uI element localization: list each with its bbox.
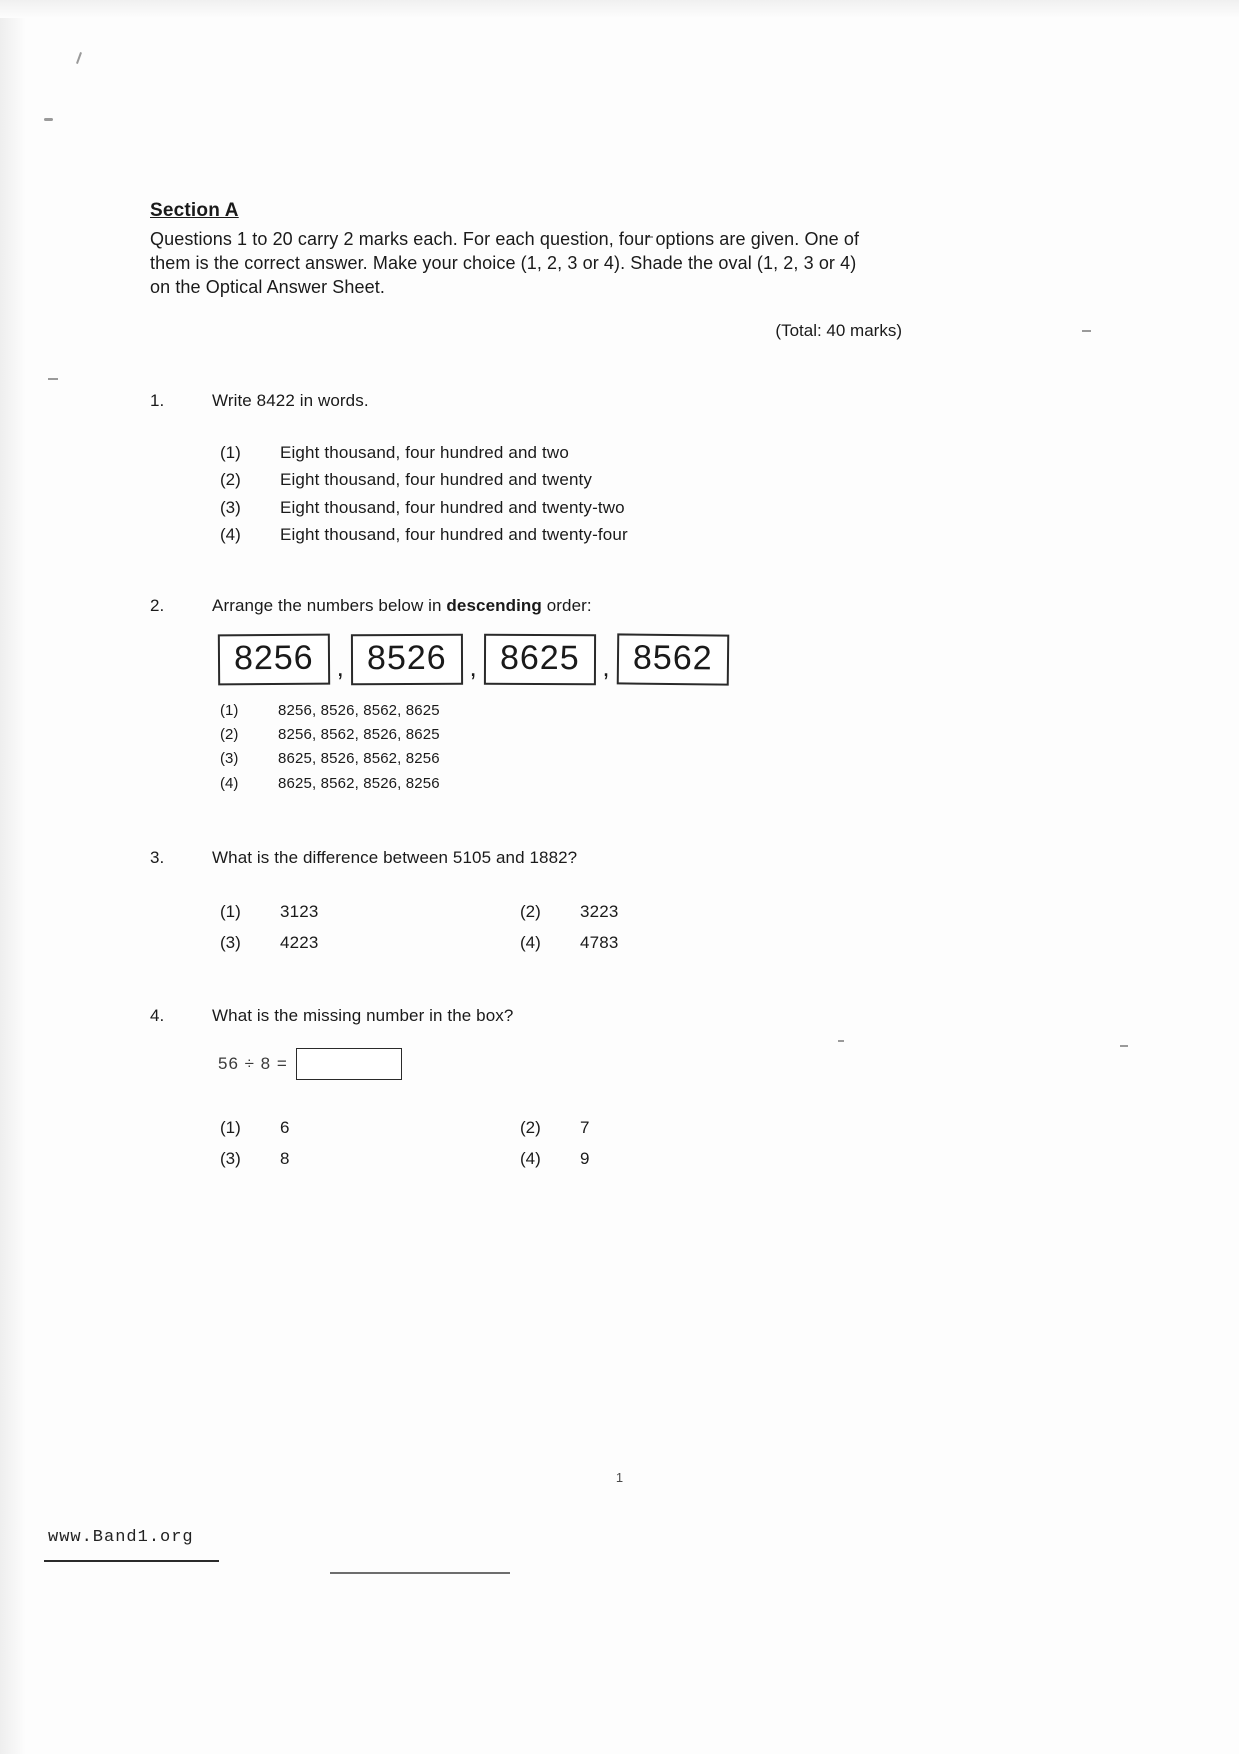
option-row[interactable] [220, 439, 910, 466]
option-label: (4) [220, 774, 239, 792]
footer-line-secondary [330, 1572, 510, 1574]
number-box-4: 8562 [616, 633, 728, 685]
question-4-options [220, 1114, 910, 1172]
option-row[interactable] [220, 521, 910, 548]
question-2-text-emphasis: descending [446, 596, 542, 615]
number-box-3: 8625 [484, 634, 596, 685]
number-boxes [218, 634, 910, 685]
footer-underline [44, 1560, 219, 1562]
option-row[interactable] [220, 494, 910, 521]
option-label: (2) [520, 1118, 541, 1138]
number-box-2: 8526 [351, 634, 463, 685]
question-2-number: 2. [150, 596, 165, 615]
question-3 [150, 848, 910, 956]
option-text: Eight thousand, four hundred and twenty-four [280, 524, 628, 544]
question-4-number: 4. [150, 1006, 165, 1026]
option-row[interactable] [220, 1145, 520, 1172]
option-row[interactable] [220, 929, 520, 956]
option-text: 8256, 8526, 8562, 8625 [278, 701, 440, 719]
option-label: (2) [220, 726, 239, 744]
option-text: 7 [580, 1118, 590, 1138]
box-separator: , [602, 651, 610, 682]
scan-speck [48, 378, 58, 380]
option-text: 8 [280, 1149, 290, 1169]
box-separator: , [469, 651, 477, 682]
question-3-header [150, 848, 910, 868]
footer-url: www.Band1.org [48, 1528, 194, 1547]
number-box-1: 8256 [218, 634, 330, 685]
question-1-options [220, 439, 910, 548]
option-text: 6 [280, 1118, 290, 1138]
option-row[interactable] [220, 1114, 520, 1141]
option-row[interactable] [220, 466, 910, 493]
option-text: Eight thousand, four hundred and two [280, 443, 569, 463]
scan-speck [76, 52, 82, 64]
question-1-text: Write 8422 in words. [212, 391, 369, 411]
option-label: (4) [220, 524, 241, 544]
option-row[interactable] [220, 772, 910, 796]
option-text: 8256, 8562, 8526, 8625 [278, 726, 440, 744]
option-text: Eight thousand, four hundred and twenty-two [280, 497, 625, 517]
question-3-text: What is the difference between 5105 and 1882? [212, 847, 578, 867]
option-row[interactable] [220, 898, 520, 925]
option-label: (2) [520, 901, 541, 921]
option-row[interactable] [220, 747, 910, 771]
question-2 [150, 596, 910, 796]
option-label: (4) [520, 933, 541, 953]
scan-edge-top [0, 0, 1239, 18]
scan-speck [1120, 1045, 1128, 1047]
scan-edge-left [0, 0, 26, 1754]
option-label: (4) [520, 1149, 541, 1169]
option-label: (1) [220, 701, 239, 719]
equation-text: 56 ÷ 8 = [218, 1054, 288, 1074]
option-label: (1) [220, 1118, 241, 1138]
question-2-text-after: order: [541, 596, 592, 615]
question-3-options [220, 898, 910, 956]
option-label: (3) [220, 497, 241, 517]
question-2-text-before: Arrange the numbers below in [212, 596, 447, 615]
question-4-text: What is the missing number in the box? [212, 1006, 514, 1026]
option-text: 8625, 8562, 8526, 8256 [278, 774, 440, 792]
option-label: (1) [220, 901, 241, 921]
answer-box[interactable] [296, 1048, 402, 1080]
option-label: (3) [220, 933, 241, 953]
section-title: Section A [150, 200, 239, 221]
question-2-text [212, 596, 592, 616]
option-text: 3123 [280, 901, 319, 921]
instructions-text: Questions 1 to 20 carry 2 marks each. For each question, four options are given. One of them is the correct answer. Make your choice (1, 2, 3 or 4). Shade the oval (1, 2, 3 or 4) on the Optical Answer Sheet. [150, 229, 860, 297]
option-text: 4783 [580, 933, 619, 953]
option-text: Eight thousand, four hundred and twenty [280, 470, 593, 490]
scan-speck [1082, 330, 1091, 332]
option-row[interactable] [520, 1114, 820, 1141]
option-row[interactable] [520, 898, 820, 925]
option-row[interactable] [220, 723, 910, 747]
document-body [150, 200, 910, 1173]
option-row[interactable] [220, 699, 910, 723]
question-4-header [150, 1006, 910, 1026]
question-2-header [150, 596, 910, 616]
option-label: (3) [220, 750, 239, 768]
option-label: (2) [220, 470, 241, 490]
question-1 [150, 391, 910, 548]
option-text: 8625, 8526, 8562, 8256 [278, 750, 440, 768]
question-1-number: 1. [150, 391, 165, 411]
question-3-number: 3. [150, 847, 165, 867]
option-label: (1) [220, 443, 241, 463]
option-row[interactable] [520, 1145, 820, 1172]
question-4 [150, 1006, 910, 1172]
option-row[interactable] [520, 929, 820, 956]
question-4-equation [218, 1048, 910, 1080]
option-text: 3223 [580, 901, 619, 921]
option-text: 9 [580, 1149, 590, 1169]
scan-speck [44, 118, 53, 121]
question-1-header [150, 391, 910, 411]
total-marks: (Total: 40 marks) [775, 321, 902, 341]
box-separator: , [336, 651, 344, 682]
option-text: 4223 [280, 933, 319, 953]
page-number: 1 [615, 1470, 624, 1485]
option-label: (3) [220, 1149, 241, 1169]
question-2-options [220, 699, 910, 796]
